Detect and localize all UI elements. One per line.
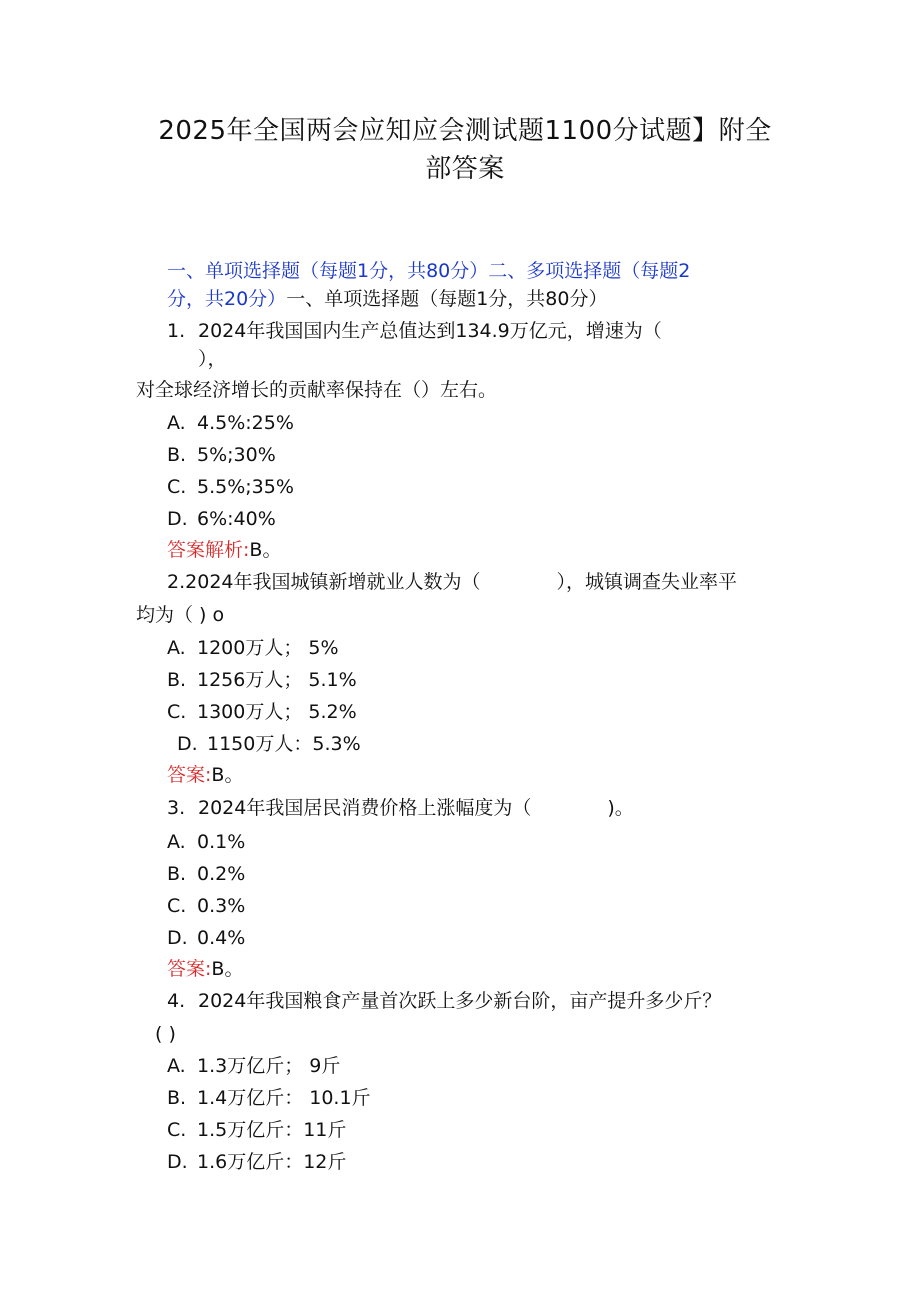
option-b <box>167 442 276 468</box>
option-d <box>177 731 361 757</box>
option-letter: A. <box>167 637 186 659</box>
option-text: 1200万人； 5% <box>197 637 339 659</box>
option-letter: A. <box>167 1055 186 1077</box>
option-text: 0.3% <box>197 895 246 917</box>
answer-value: B。 <box>211 958 244 980</box>
option-text: 1.3万亿斤； 9斤 <box>197 1055 341 1077</box>
question-1-line-1 <box>167 318 662 344</box>
option-letter: B. <box>167 1087 187 1109</box>
question-text: 2024年我国国内生产总值达到134.9万亿元，增速为（ <box>198 320 662 342</box>
option-letter: B. <box>167 863 187 885</box>
option-b <box>167 1085 371 1111</box>
option-a <box>167 1053 340 1079</box>
answer-label: 答案: <box>167 764 212 786</box>
option-letter: C. <box>167 701 187 723</box>
toc-line-1: 一、单项选择题（每题1分，共80分）二、多项选择题（每题2 <box>167 260 691 282</box>
option-letter: A. <box>167 412 186 434</box>
question-4-line-2: ( ) <box>155 1023 176 1045</box>
option-c <box>167 893 245 919</box>
option-text: 1.6万亿斤：12斤 <box>197 1151 347 1173</box>
question-number: 2. <box>167 571 186 593</box>
option-letter: B. <box>167 444 187 466</box>
option-a <box>167 410 294 436</box>
question-number: 4. <box>167 990 186 1012</box>
option-text: 1300万人； 5.2% <box>197 701 357 723</box>
option-letter: B. <box>167 669 187 691</box>
answer-value: B。 <box>211 764 244 786</box>
option-letter: D. <box>167 508 188 530</box>
answer-value: B。 <box>249 539 282 561</box>
option-text: 1150万人：5.3% <box>207 733 361 755</box>
option-c <box>167 699 357 725</box>
option-text: 6%:40% <box>197 508 276 530</box>
option-text: 0.1% <box>197 831 246 853</box>
question-4-line-1 <box>167 988 721 1014</box>
question-number: 1. <box>167 320 186 342</box>
question-3-line-1 <box>167 795 634 821</box>
option-b <box>167 667 357 693</box>
option-c <box>167 474 294 500</box>
question-2-line-2: 均为（ ) o <box>136 604 225 626</box>
section-heading: 一、单项选择题（每题1分，共80分） <box>286 288 608 310</box>
question-number: 3. <box>167 797 186 819</box>
option-a <box>167 635 339 661</box>
option-text: 1.5万亿斤：11斤 <box>197 1119 347 1141</box>
option-a <box>167 829 245 855</box>
option-text: 5.5%;35% <box>197 476 294 498</box>
answer-label: 答案: <box>167 958 212 980</box>
question-2-line-1 <box>167 569 737 595</box>
option-letter: D. <box>167 1151 188 1173</box>
answer-label: 答案解析: <box>167 539 250 561</box>
option-letter: A. <box>167 831 186 853</box>
option-letter: D. <box>167 927 188 949</box>
option-c <box>167 1117 346 1143</box>
question-text: 2024年我国居民消费价格上涨幅度为（ )。 <box>198 797 634 819</box>
option-text: 1256万人； 5.1% <box>197 669 357 691</box>
option-text: 0.4% <box>197 927 246 949</box>
option-letter: C. <box>167 1119 187 1141</box>
question-1-line-3: 对全球经济增长的贡献率保持在（）左右。 <box>136 379 498 401</box>
option-letter: D. <box>177 733 198 755</box>
answer-3 <box>167 956 243 982</box>
title-line-1: 2025年全国两会应知应会测试题1100分试题】附全 <box>158 116 772 146</box>
option-d <box>167 925 245 951</box>
option-text: 5%;30% <box>197 444 276 466</box>
option-letter: C. <box>167 895 187 917</box>
option-text: 0.2% <box>197 863 246 885</box>
toc-line-2-text: 分，共20分） <box>167 288 287 310</box>
option-text: 4.5%:25% <box>197 412 294 434</box>
option-d <box>167 1149 346 1175</box>
option-d <box>167 506 276 532</box>
answer-1 <box>167 537 281 563</box>
toc-line-2 <box>167 286 607 312</box>
question-1-line-2: ）， <box>198 348 227 370</box>
answer-2 <box>167 762 243 788</box>
document-title <box>120 112 810 188</box>
question-text: 2024年我国城镇新增就业人数为（ ），城镇调查失业率平 <box>185 571 737 593</box>
question-text: 2024年我国粮食产量首次跃上多少新台阶，亩产提升多少斤？ <box>198 990 722 1012</box>
option-b <box>167 861 245 887</box>
title-line-2: 部答案 <box>425 154 505 184</box>
option-text: 1.4万亿斤： 10.1斤 <box>197 1087 371 1109</box>
option-letter: C. <box>167 476 187 498</box>
